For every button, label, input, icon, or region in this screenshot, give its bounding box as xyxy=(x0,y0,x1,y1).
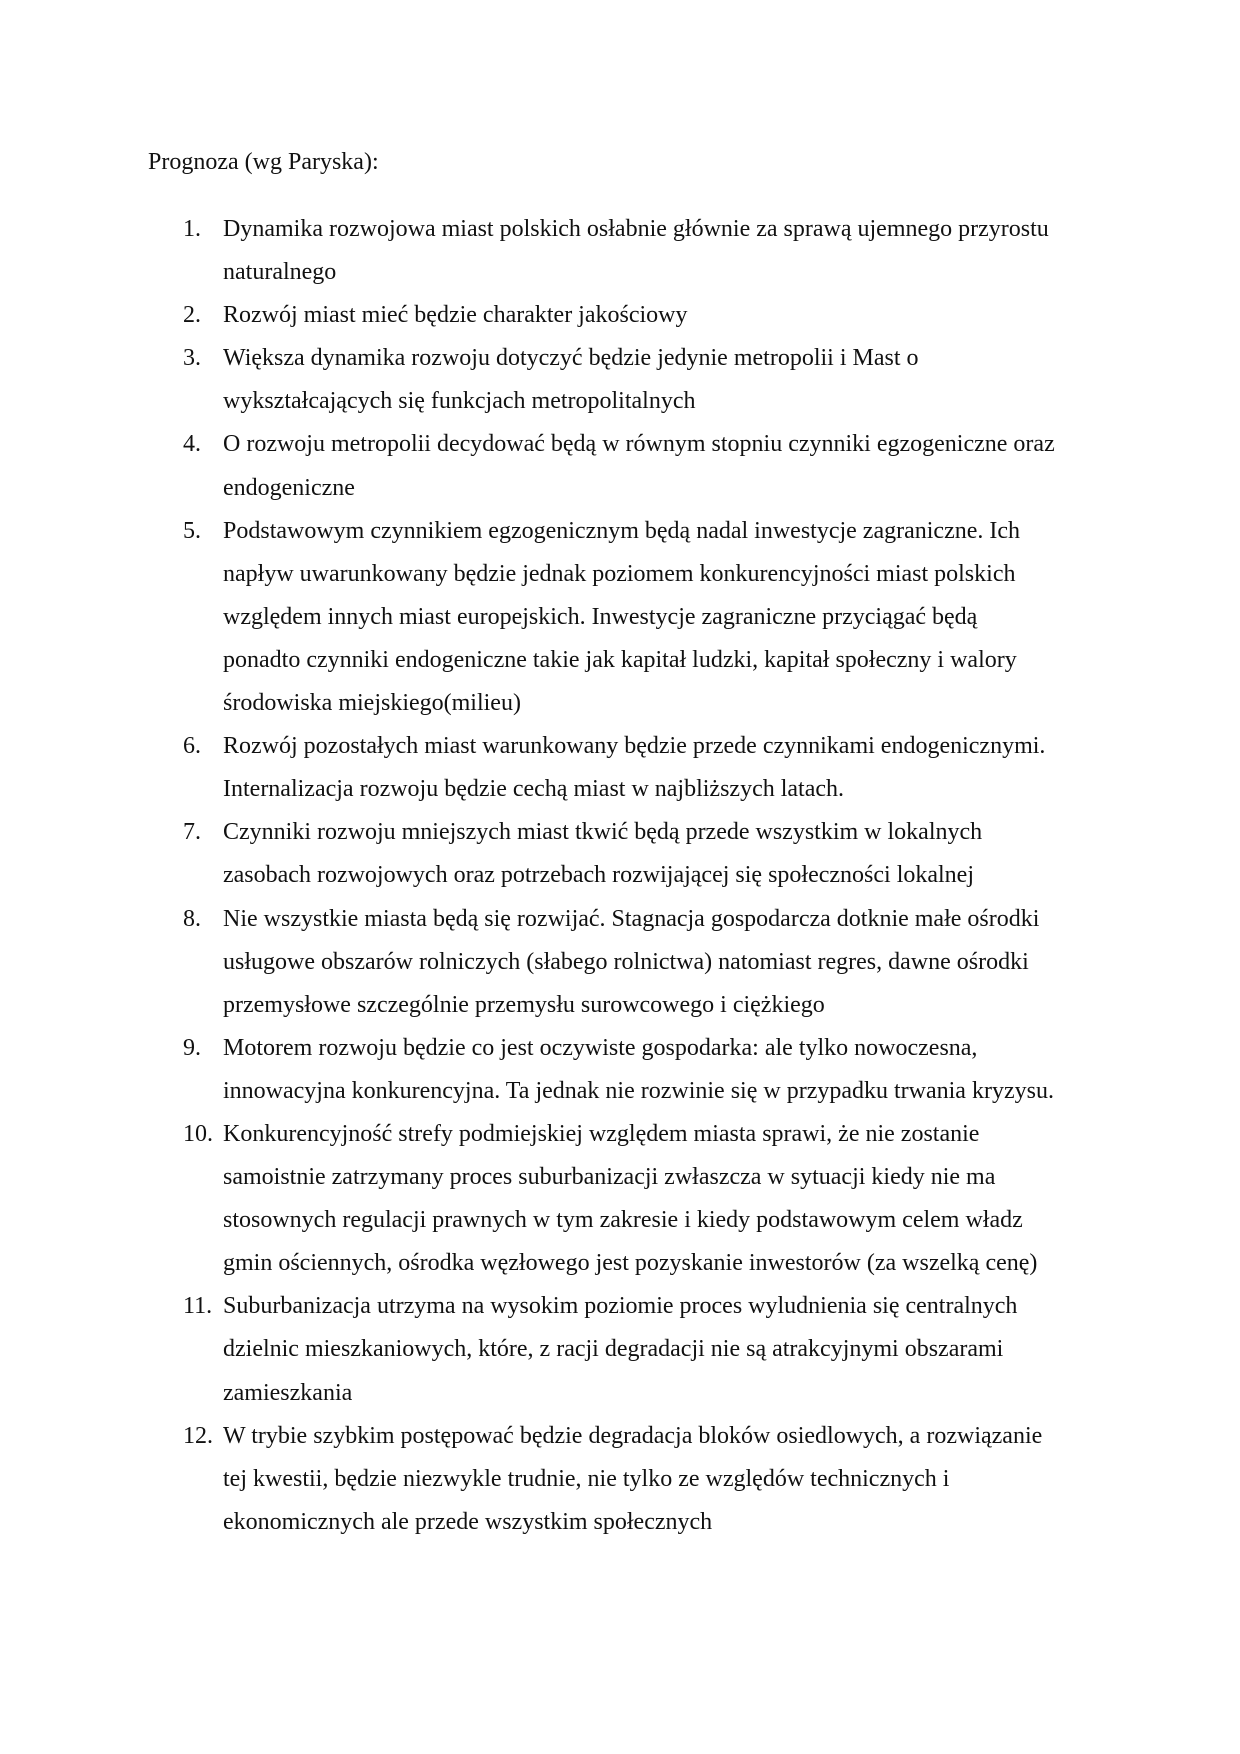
list-item-text-line: endogeniczne xyxy=(223,474,355,501)
document-heading: Prognoza (wg Paryska): xyxy=(148,149,379,175)
list-item-number: 11. xyxy=(183,1293,213,1320)
list-item-number: 9. xyxy=(183,1034,201,1061)
list-item-text-line: zamieszkania xyxy=(223,1379,353,1406)
list-item xyxy=(148,294,1098,337)
list-item-number: 10. xyxy=(183,1120,213,1147)
list-item-number: 5. xyxy=(183,517,201,544)
list-item-text-line: Konkurencyjność strefy podmiejskiej względem miasta sprawi, że nie zostanie xyxy=(223,1120,980,1147)
list-item-text-line: tej kwestii, będzie niezwykle trudnie, nie tylko ze względów technicznych i xyxy=(223,1465,950,1492)
list-item-text-line: ponadto czynniki endogeniczne takie jak kapitał ludzki, kapitał społeczny i walory xyxy=(223,646,1017,673)
list-item-number: 7. xyxy=(183,819,201,846)
list-item-text-line: Rozwój miast mieć będzie charakter jakościowy xyxy=(223,302,688,329)
list-item-number: 8. xyxy=(183,905,201,932)
list-item-text-line: Większa dynamika rozwoju dotyczyć będzie jedynie metropolii i Mast o xyxy=(223,345,919,372)
list-item-text-line: środowiska miejskiego(milieu) xyxy=(223,690,521,717)
list-item-text-line: dzielnic mieszkaniowych, które, z racji degradacji nie są atrakcyjnymi obszarami xyxy=(223,1336,1004,1363)
list-item-number: 3. xyxy=(183,345,201,372)
list-item-text-line: stosownych regulacji prawnych w tym zakresie i kiedy podstawowym celem władz xyxy=(223,1207,1023,1234)
list-item-number: 1. xyxy=(183,216,201,242)
list-item-text-line: Dynamika rozwojowa miast polskich osłabnie głównie za sprawą ujemnego przyrostu xyxy=(223,216,1049,242)
list-item-text-line: Internalizacja rozwoju będzie cechą miast w najbliższych latach. xyxy=(223,776,845,803)
list-item xyxy=(148,1285,1098,1414)
list-item xyxy=(148,898,1098,1027)
list-item-text-line: gmin ościennych, ośrodka węzłowego jest pozyskanie inwestorów (za wszelką cenę) xyxy=(223,1250,1038,1277)
list-item-text-line: W trybie szybkim postępować będzie degradacja bloków osiedlowych, a rozwiązanie xyxy=(223,1422,1043,1449)
list-item-text-line: Suburbanizacja utrzyma na wysokim poziomie proces wyludnienia się centralnych xyxy=(223,1293,1018,1320)
list-item-text-line: zasobach rozwojowych oraz potrzebach rozwijającej się społeczności lokalnej xyxy=(223,862,974,889)
list-item-text-line: ekonomicznych ale przede wszystkim społecznych xyxy=(223,1508,713,1535)
forecast-list xyxy=(148,208,1098,1544)
list-item-text-line: wykształcających się funkcjach metropolitalnych xyxy=(223,388,696,415)
list-item xyxy=(148,1415,1098,1544)
list-item-text-line: Rozwój pozostałych miast warunkowany będzie przede czynnikami endogenicznymi. xyxy=(223,733,1046,760)
list-item-number: 2. xyxy=(183,302,201,329)
list-item xyxy=(148,811,1098,897)
list-item-number: 6. xyxy=(183,733,201,760)
list-item-number: 12. xyxy=(183,1422,213,1449)
list-item-text-line: usługowe obszarów rolniczych (słabego rolnictwa) natomiast regres, dawne ośrodki xyxy=(223,948,1029,975)
list-item-text-line: Motorem rozwoju będzie co jest oczywiste gospodarka: ale tylko nowoczesna, xyxy=(223,1034,978,1061)
list-item-text-line: samoistnie zatrzymany proces suburbanizacji zwłaszcza w sytuacji kiedy nie ma xyxy=(223,1164,996,1191)
list-item-text-line: naturalnego xyxy=(223,259,337,286)
list-item xyxy=(148,725,1098,811)
list-item-text-line: przemysłowe szczególnie przemysłu surowcowego i ciężkiego xyxy=(223,991,825,1018)
list-item-text-line: Nie wszystkie miasta będą się rozwijać. Stagnacja gospodarcza dotknie małe ośrodki xyxy=(223,905,1040,932)
list-item-text-line: Czynniki rozwoju mniejszych miast tkwić będą przede wszystkim w lokalnych xyxy=(223,819,983,846)
list-item-text-line: Podstawowym czynnikiem egzogenicznym będą nadal inwestycje zagraniczne. Ich xyxy=(223,517,1021,544)
list-item xyxy=(148,208,1098,294)
list-item-text-line: O rozwoju metropolii decydować będą w równym stopniu czynniki egzogeniczne oraz xyxy=(223,431,1055,458)
list-item-text-line: napływ uwarunkowany będzie jednak poziomem konkurencyjności miast polskich xyxy=(223,560,1016,587)
list-item xyxy=(148,1027,1098,1113)
list-item xyxy=(148,423,1098,509)
list-item xyxy=(148,337,1098,423)
list-item-number: 4. xyxy=(183,431,201,458)
list-item-text-line: względem innych miast europejskich. Inwestycje zagraniczne przyciągać będą xyxy=(223,603,978,630)
list-item xyxy=(148,1113,1098,1285)
list-item xyxy=(148,510,1098,725)
list-item-text-line: innowacyjna konkurencyjna. Ta jednak nie rozwinie się w przypadku trwania kryzysu. xyxy=(223,1077,1054,1104)
